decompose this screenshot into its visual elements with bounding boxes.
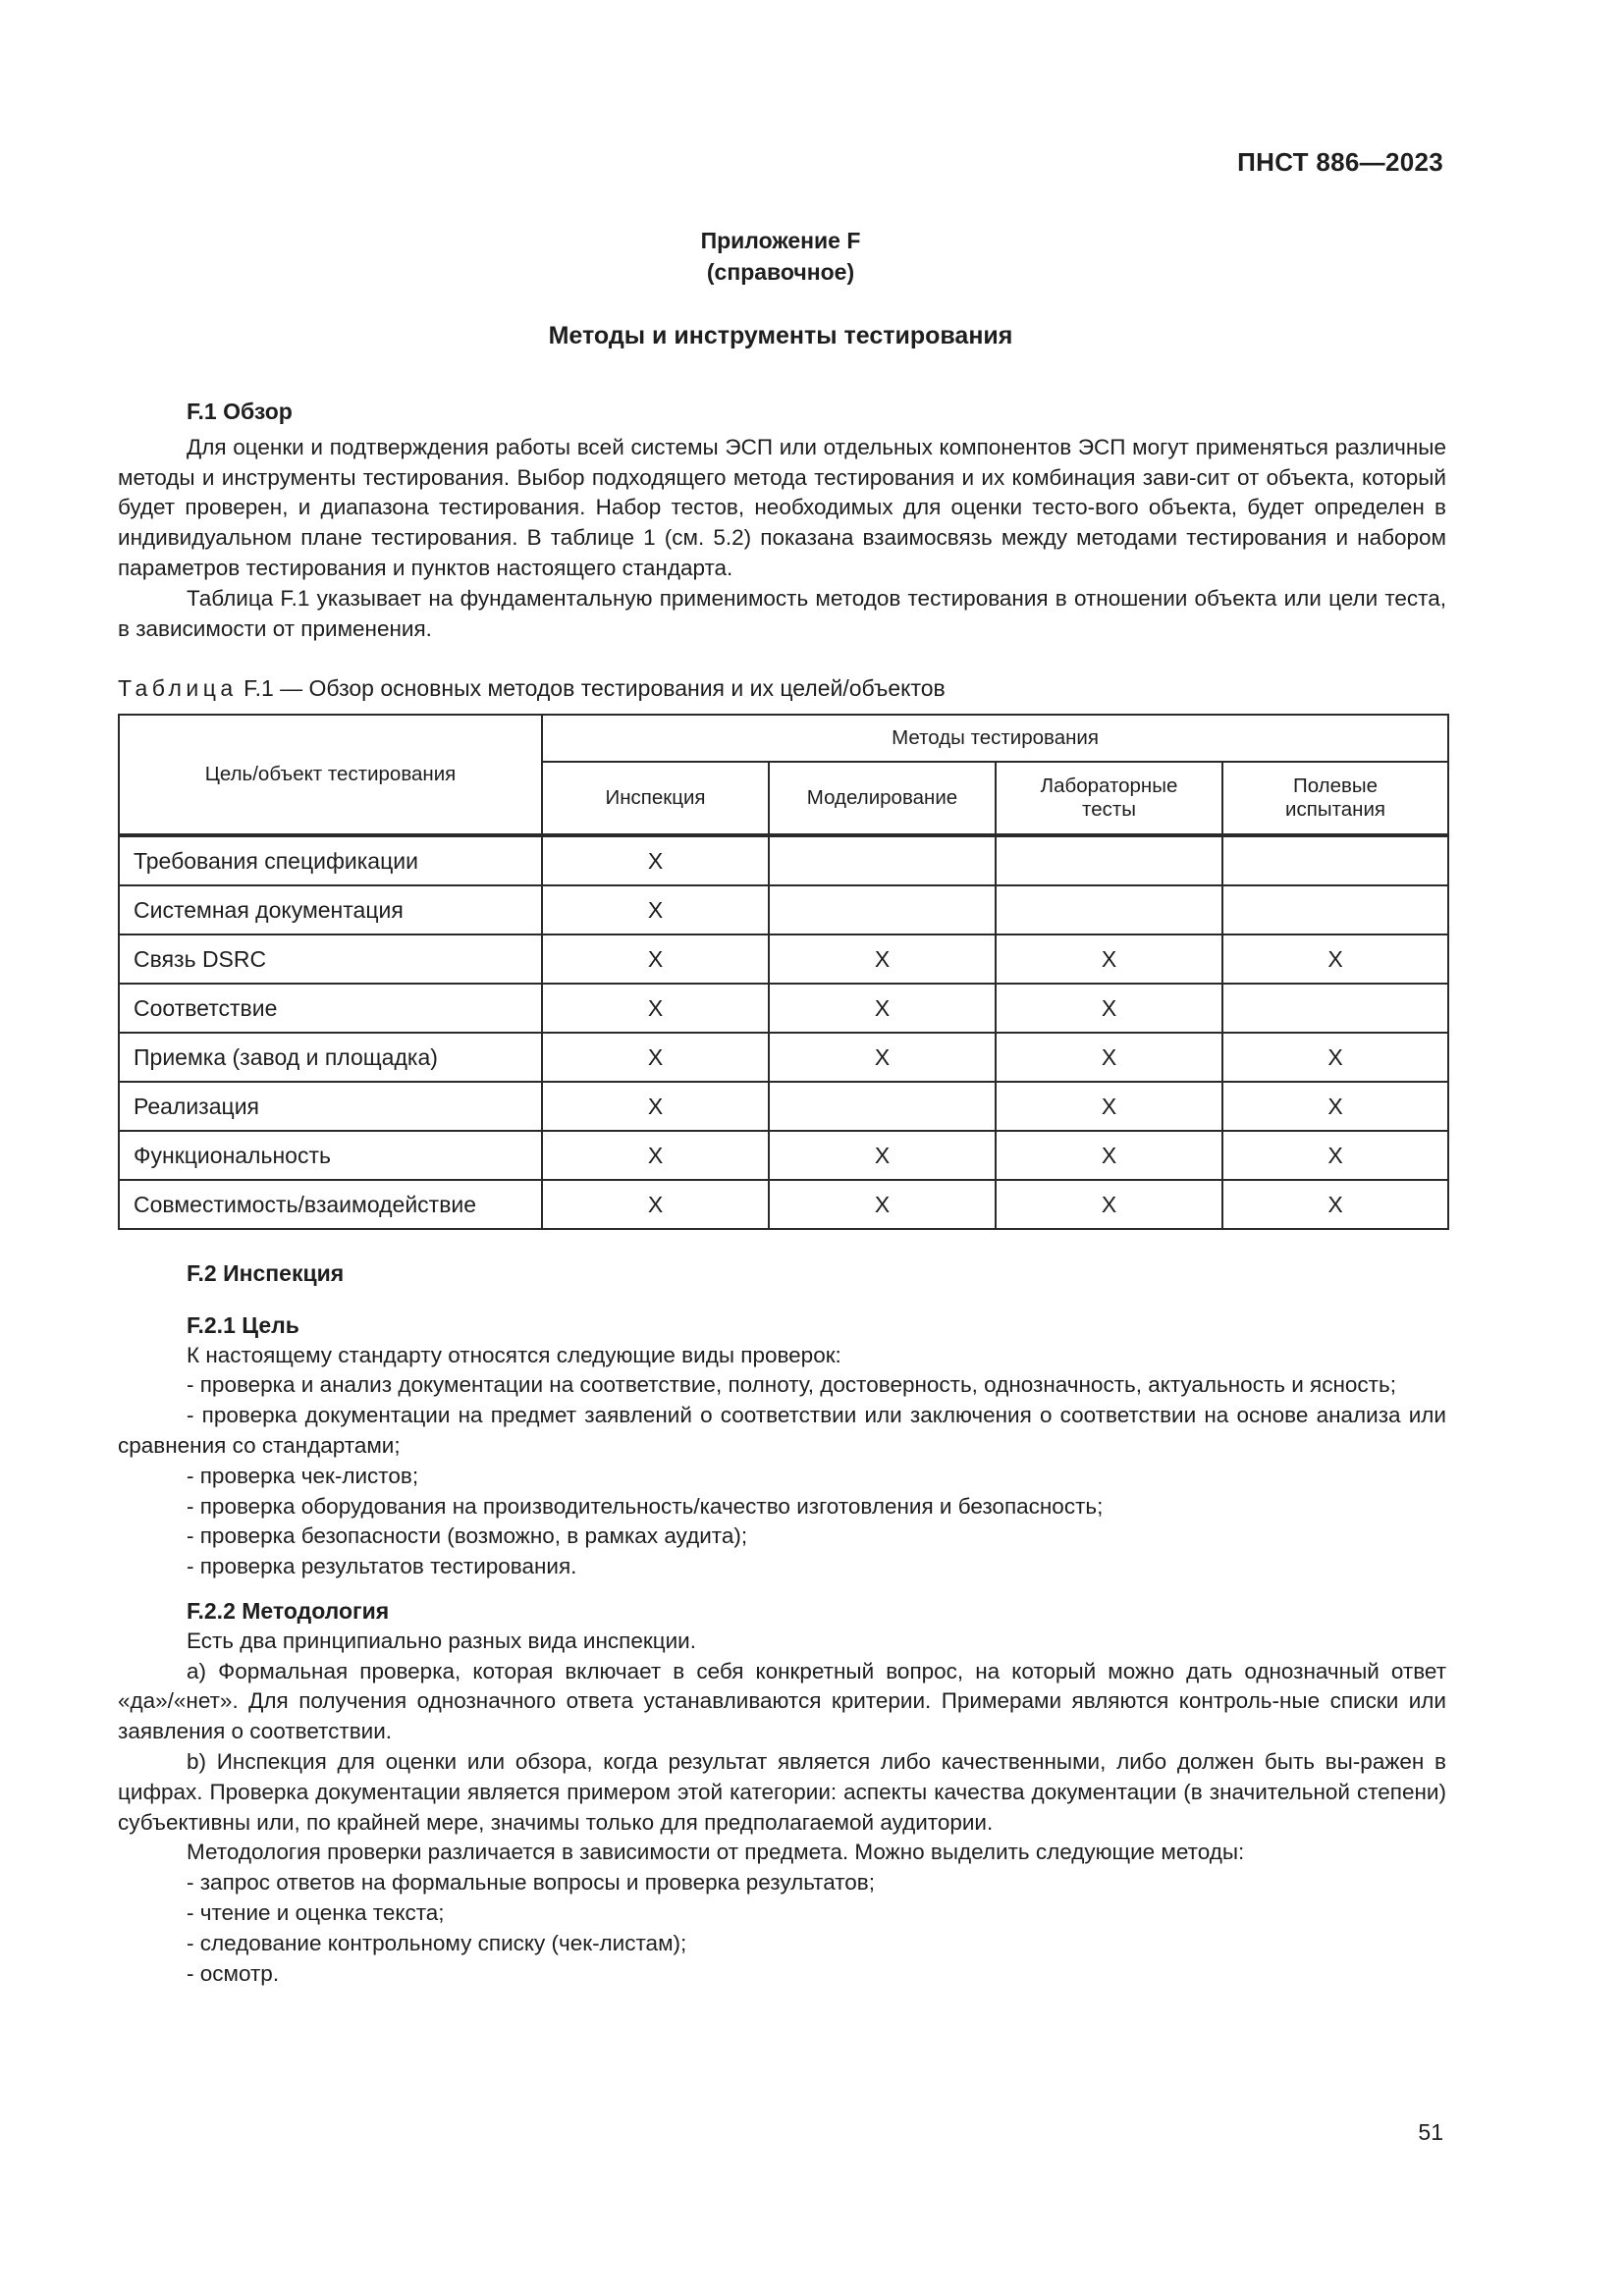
list-item: - чтение и оценка текста;	[187, 1899, 445, 1925]
table-cell: X	[769, 1180, 996, 1229]
table-cell: X	[996, 1082, 1222, 1131]
table-cell	[1222, 885, 1448, 934]
table-body	[119, 835, 1448, 1229]
table-header-cell: Моделирование	[769, 762, 996, 835]
table-row-label: Совместимость/взаимодействие	[119, 1180, 542, 1229]
list-item: - осмотр.	[187, 1960, 280, 1986]
table-row-label: Реализация	[119, 1082, 542, 1131]
table-cell	[996, 885, 1222, 934]
table-cell	[769, 1082, 996, 1131]
table-caption	[118, 673, 1446, 704]
table-row	[119, 1082, 1448, 1131]
table-row-label: Функциональность	[119, 1131, 542, 1180]
table-row	[119, 1033, 1448, 1082]
table-cell: X	[769, 984, 996, 1033]
table-cell: X	[542, 1082, 769, 1131]
table-cell	[1222, 835, 1448, 885]
list-item: - проверка результатов тестирования.	[187, 1554, 577, 1579]
table-cell: X	[542, 835, 769, 885]
table-cell: X	[542, 1131, 769, 1180]
page-number: 51	[1418, 2119, 1443, 2145]
table-row	[119, 984, 1448, 1033]
table-cell: X	[542, 1180, 769, 1229]
document-code: ПНСТ 886—2023	[1237, 147, 1443, 177]
f22-item-b: b) Инспекция для оценки или обзора, когда результат является либо качественными, либо должен быть вы-ражен в цифрах. Проверка документации является примером этой категории: аспекты качества документации (в значительной степени) субъективны или, по крайней мере, значимы только для предполагаемой аудитории.	[118, 1748, 1446, 1835]
table-row	[119, 835, 1448, 885]
list-item: - запрос ответов на формальные вопросы и проверка результатов;	[187, 1870, 876, 1896]
f1-heading: F.1 Обзор	[187, 399, 293, 424]
list-item: - проверка оборудования на производительность/качество изготовления и безопасность;	[187, 1493, 1104, 1519]
table-row-label: Приемка (завод и площадка)	[119, 1033, 542, 1082]
table-cell: X	[769, 934, 996, 984]
appendix-title: Приложение F	[700, 228, 861, 253]
table-cell	[996, 835, 1222, 885]
table-header-target: Цель/объект тестирования	[119, 715, 542, 835]
table-cell: X	[996, 1131, 1222, 1180]
table-cell: X	[996, 934, 1222, 984]
f1-section	[118, 397, 1446, 644]
table-cell: X	[1222, 1180, 1448, 1229]
methods-table	[118, 714, 1449, 1230]
table-cell: X	[996, 1180, 1222, 1229]
f22-methods-list	[118, 1868, 1446, 1989]
f1-paragraph: Для оценки и подтверждения работы всей системы ЭСП или отдельных компонентов ЭСП могут применяться различные методы и инструменты тестирования. Выбор подходящего метода тестирования и их комбинация зави-сит от объекта, который будет проверен, и диапазона тестирования. Набор тестов, необходимых для оценки тесто-вого объекта, будет определен в индивидуальном плане тестирования. В таблице 1 (см. 5.2) показана взаимосвязь между методами тестирования и набором параметров тестирования и пунктов настоящего стандарта.	[118, 434, 1446, 580]
table-cell: X	[542, 1033, 769, 1082]
table-row-label: Связь DSRC	[119, 934, 542, 984]
table-header-cell: Полевые испытания	[1222, 762, 1448, 835]
table-header-cell: Инспекция	[542, 762, 769, 835]
table-cell: X	[769, 1033, 996, 1082]
table-cell: X	[1222, 1131, 1448, 1180]
table-cell: X	[542, 984, 769, 1033]
table-cell	[769, 835, 996, 885]
appendix-subtitle: (справочное)	[706, 259, 855, 285]
table-row	[119, 1180, 1448, 1229]
table-row	[119, 934, 1448, 984]
table-header-methods: Методы тестирования	[542, 715, 1448, 762]
f21-list	[118, 1370, 1446, 1582]
f22-item-a: a) Формальная проверка, которая включает в себя конкретный вопрос, на который можно дать однозначный ответ «да»/«нет». Для получения однозначного ответа устанавливаются критерии. Примерами являются контроль-ные списки или заявления о соответствии.	[118, 1658, 1446, 1744]
f22-intro: Есть два принципиально разных вида инспекции.	[187, 1628, 696, 1653]
list-item: - проверка и анализ документации на соответствие, полноту, достоверность, однозначность, актуальность и ясность;	[187, 1372, 1396, 1398]
table-cell: X	[996, 984, 1222, 1033]
table-row	[119, 1131, 1448, 1180]
table-cell: X	[542, 885, 769, 934]
table-cell: X	[542, 934, 769, 984]
table-cell	[769, 885, 996, 934]
list-item: - проверка чек-листов;	[187, 1463, 419, 1488]
f21-heading: F.2.1 Цель	[187, 1311, 299, 1338]
list-item: - проверка документации на предмет заявлений о соответствии или заключения о соответствии на основе анализа или сравнения со стандартами;	[118, 1403, 1446, 1458]
f2-heading: F.2 Инспекция	[187, 1260, 345, 1286]
table-row	[119, 885, 1448, 934]
table-cell: X	[769, 1131, 996, 1180]
table-header-cell: Лабораторные тесты	[996, 762, 1222, 835]
f2-section	[118, 1258, 1446, 1989]
table-cell: X	[1222, 934, 1448, 984]
list-item: - проверка безопасности (возможно, в рамках аудита);	[187, 1523, 748, 1549]
table-cell: X	[996, 1033, 1222, 1082]
f22-methods-intro: Методология проверки различается в зависимости от предмета. Можно выделить следующие методы:	[187, 1840, 1245, 1865]
table-caption-word: Таблица	[118, 675, 238, 701]
f1-paragraph: Таблица F.1 указывает на фундаментальную применимость методов тестирования в отношении объекта или цели теста, в зависимости от применения.	[118, 585, 1446, 641]
f22-heading: F.2.2 Методология	[187, 1597, 390, 1624]
table-row-label: Соответствие	[119, 984, 542, 1033]
table-cell: X	[1222, 1082, 1448, 1131]
section-title: Методы и инструменты тестирования	[548, 322, 1013, 349]
table-row-label: Требования спецификации	[119, 835, 542, 885]
table-caption-text: F.1 — Обзор основных методов тестирования и их целей/объектов	[237, 675, 946, 701]
table-cell	[1222, 984, 1448, 1033]
list-item: - следование контрольному списку (чек-листам);	[187, 1930, 687, 1955]
f21-intro: К настоящему стандарту относятся следующие виды проверок:	[187, 1342, 841, 1367]
table-cell: X	[1222, 1033, 1448, 1082]
table-row-label: Системная документация	[119, 885, 542, 934]
